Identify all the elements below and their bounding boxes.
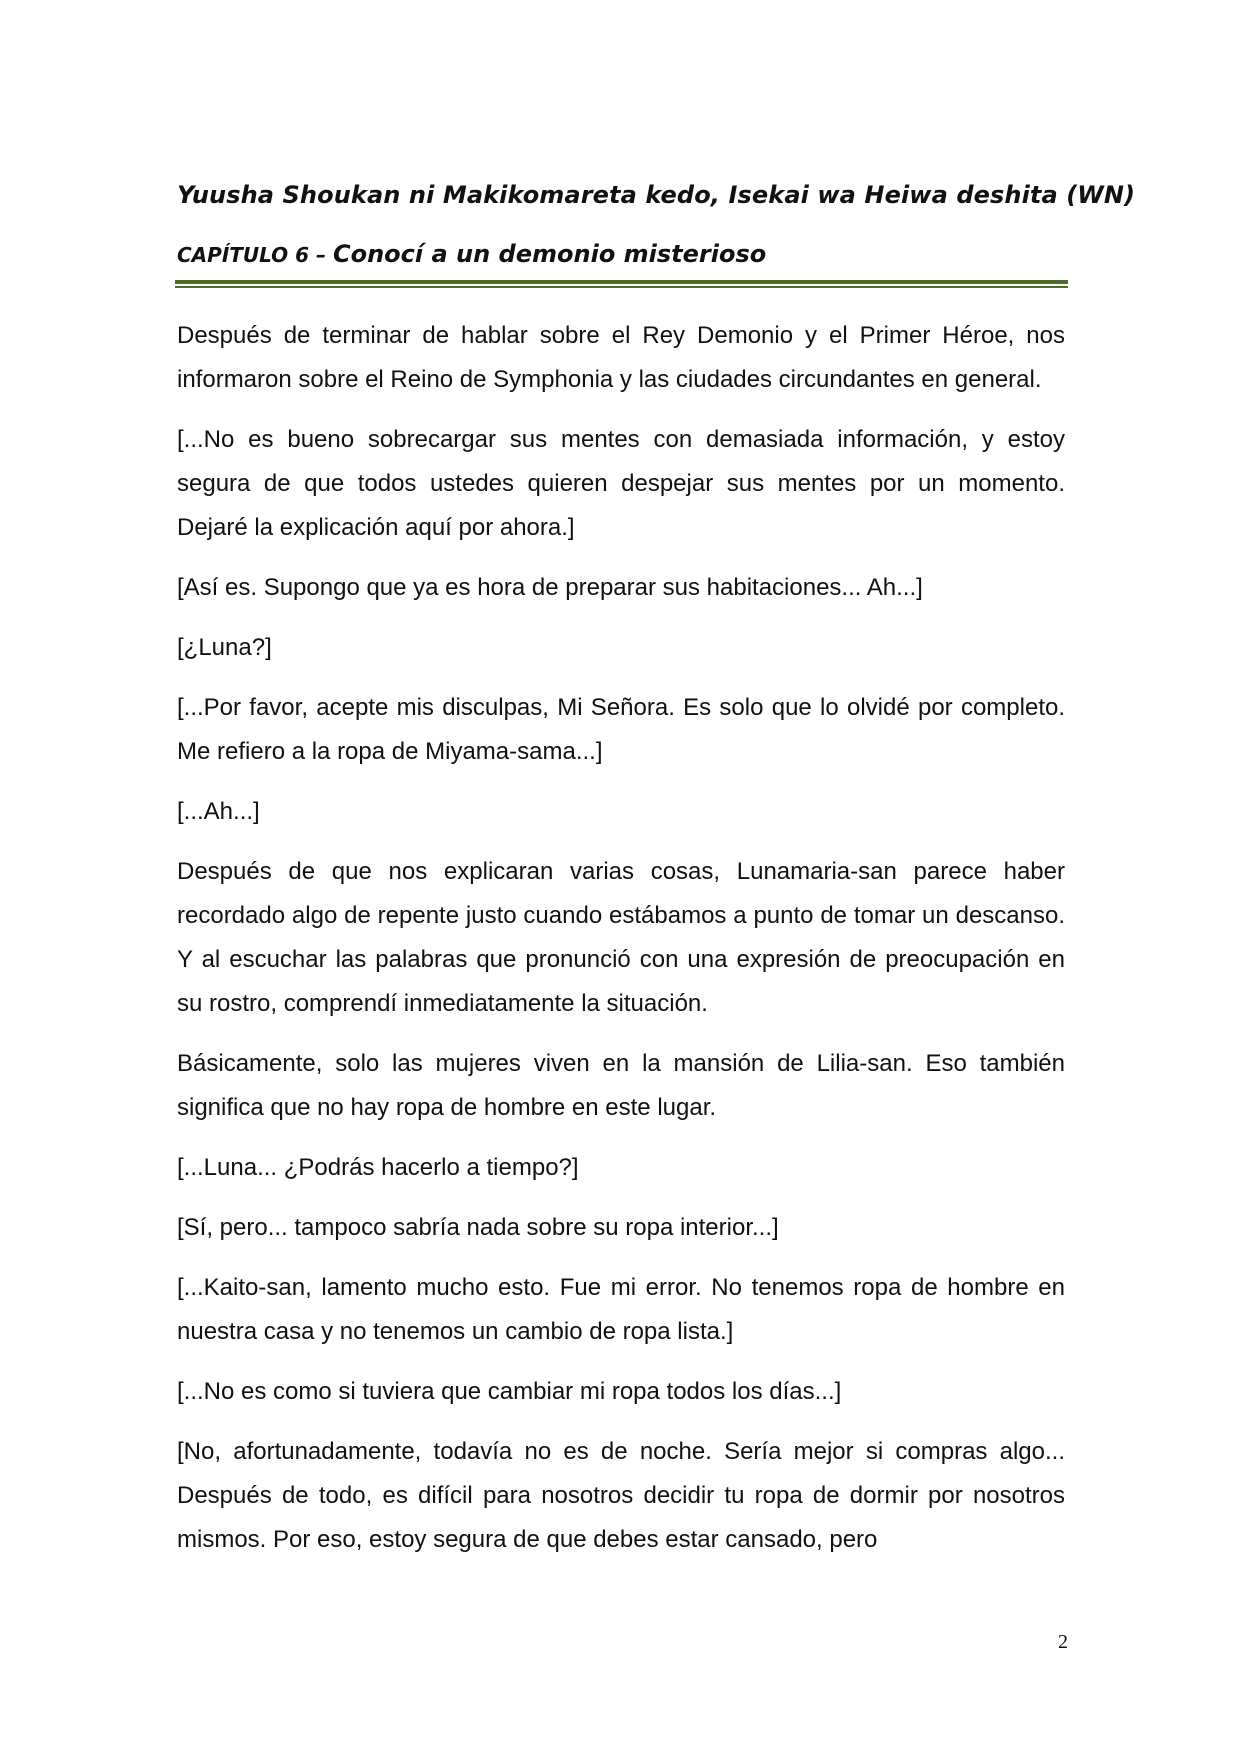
- paragraph: Después de terminar de hablar sobre el Rey Demonio y el Primer Héroe, nos informaron sobre el Reino de Symphonia y las ciudades circundantes en general.: [177, 322, 1065, 393]
- page-number: 2: [1058, 1631, 1068, 1653]
- paragraph: [...No es bueno sobrecargar sus mentes con demasiada información, y estoy segura de que todos ustedes quieren despejar sus mentes por un momento. Dejaré la explicación aquí por ahora.]: [177, 426, 1065, 541]
- paragraph: [Así es. Supongo que ya es hora de preparar sus habitaciones... Ah...]: [177, 574, 923, 601]
- chapter-title: [177, 240, 1067, 268]
- header-divider-thick: [175, 280, 1068, 284]
- paragraph: [Sí, pero... tampoco sabría nada sobre su ropa interior...]: [177, 1214, 779, 1241]
- book-title: Yuusha Shoukan ni Makikomareta kedo, Isekai wa Heiwa deshita (WN): [177, 181, 1136, 209]
- paragraph: [...No es como si tuviera que cambiar mi ropa todos los días...]: [177, 1378, 842, 1405]
- paragraph: [...Ah...]: [177, 798, 260, 825]
- paragraph: [...Luna... ¿Podrás hacerlo a tiempo?]: [177, 1154, 579, 1181]
- paragraph: [No, afortunadamente, todavía no es de noche. Sería mejor si compras algo... Después de todo, es difícil para nosotros decidir tu ropa de dormir por nosotros mismos. Por eso, estoy segura de que debes estar cansado, pero: [177, 1438, 1065, 1553]
- chapter-name: Conocí a un demonio misterioso: [332, 240, 767, 268]
- chapter-label: CAPÍTULO 6 –: [177, 243, 333, 267]
- paragraph: Básicamente, solo las mujeres viven en la mansión de Lilia-san. Eso también significa que no hay ropa de hombre en este lugar.: [177, 1050, 1065, 1121]
- paragraph: [...Por favor, acepte mis disculpas, Mi Señora. Es solo que lo olvidé por completo. Me refiero a la ropa de Miyama-sama...]: [177, 694, 1065, 765]
- body-text: [177, 314, 1065, 1578]
- paragraph: [¿Luna?]: [177, 634, 272, 661]
- paragraph: [...Kaito-san, lamento mucho esto. Fue mi error. No tenemos ropa de hombre en nuestra casa y no tenemos un cambio de ropa lista.]: [177, 1274, 1065, 1345]
- header-divider-thin: [175, 286, 1068, 288]
- paragraph: Después de que nos explicaran varias cosas, Lunamaria-san parece haber recordado algo de repente justo cuando estábamos a punto de tomar un descanso. Y al escuchar las palabras que pronunció con una expresión de preocupación en su rostro, comprendí inmediatamente la situación.: [177, 858, 1065, 1017]
